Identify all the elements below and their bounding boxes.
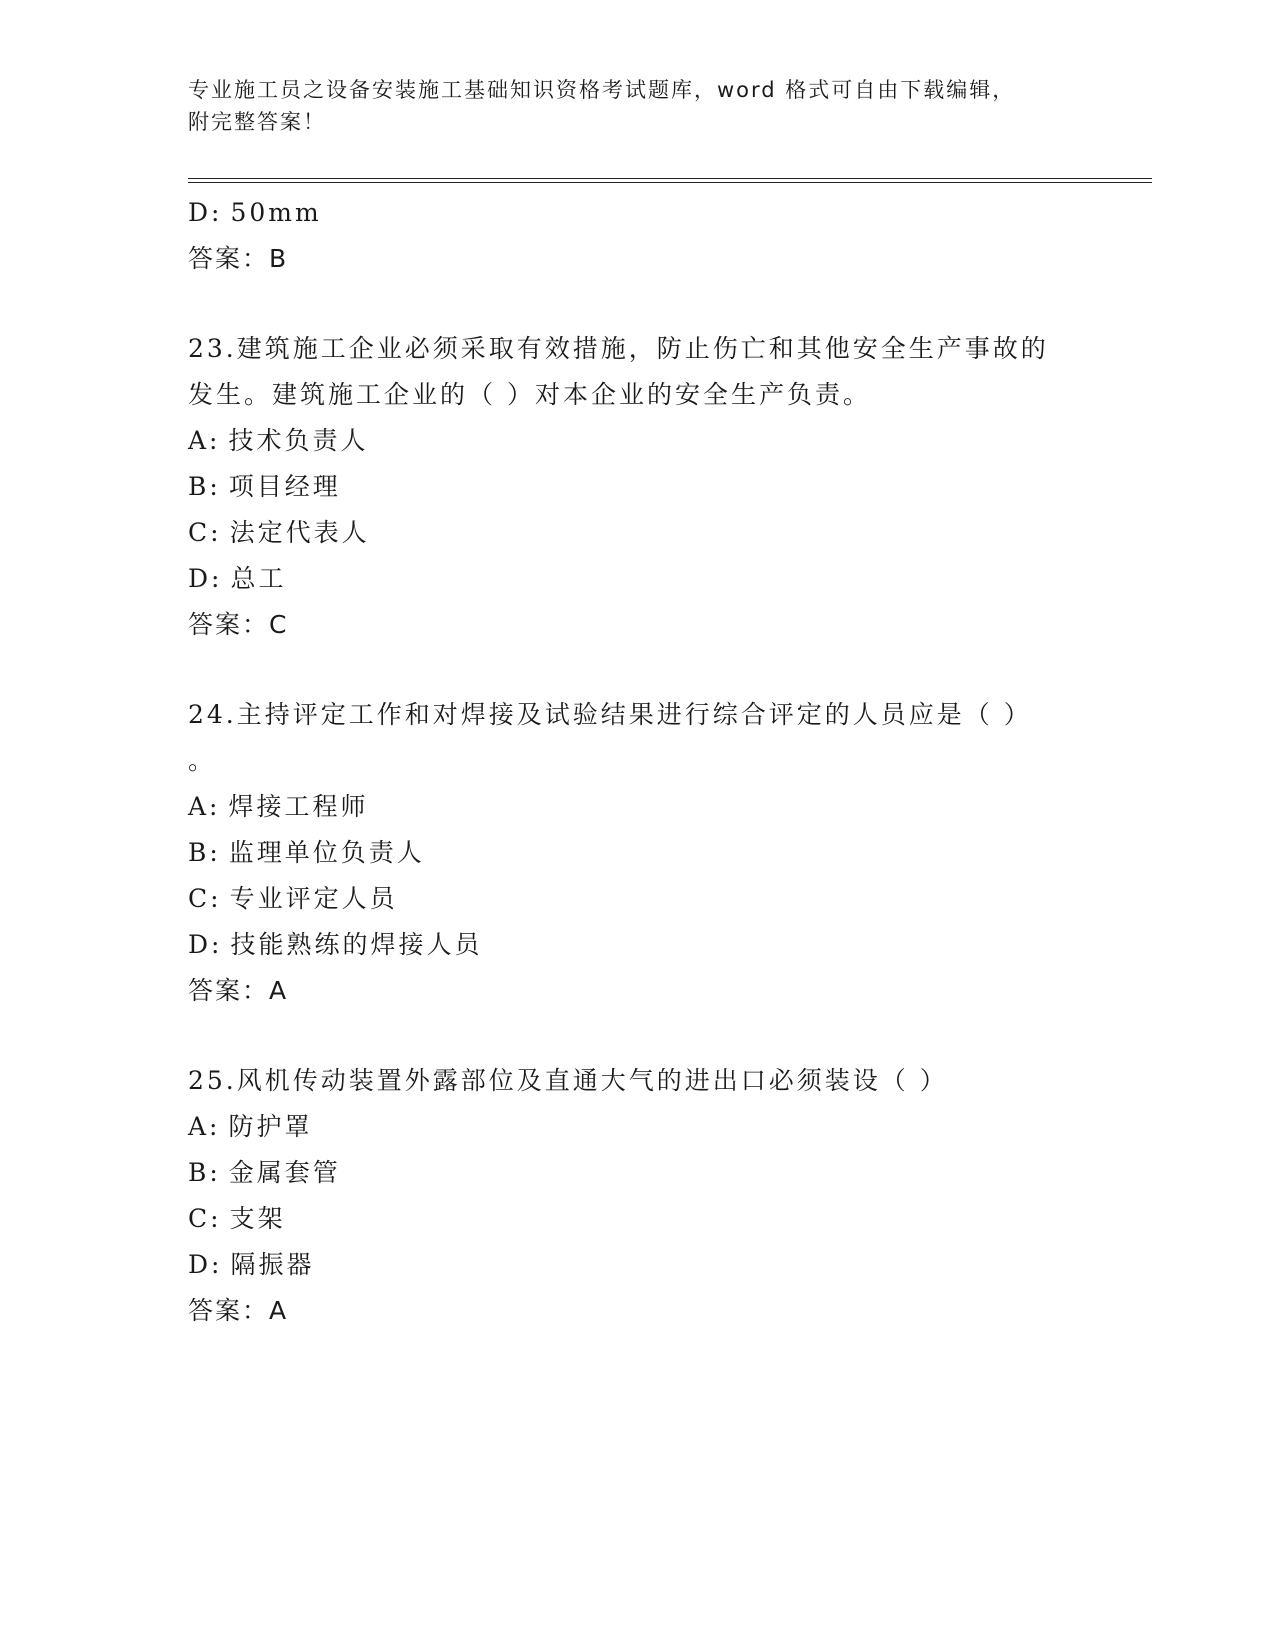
spacer (188, 648, 1088, 692)
option-text: 支架 (229, 1204, 286, 1233)
question-stem-continued: 。 (188, 746, 217, 775)
option-text: 总工 (230, 564, 287, 593)
spacer (188, 282, 1088, 326)
question-stem: 25.风机传动装置外露部位及直通大气的进出口必须装设（ ） (188, 1066, 948, 1095)
option-b (188, 830, 1088, 876)
header-divider-top (188, 178, 1152, 179)
option-text: 隔振器 (230, 1250, 315, 1279)
answer-line: 答案：A (188, 1296, 289, 1325)
option-text: 监理单位负责人 (228, 838, 425, 867)
option-label: A: (188, 792, 221, 821)
option-text: 金属套管 (228, 1158, 341, 1187)
option-c (188, 876, 1088, 922)
page-header (188, 74, 1068, 138)
option-label: A: (188, 426, 221, 455)
option-d (188, 190, 1088, 236)
question-stem: 24.主持评定工作和对焊接及试验结果进行综合评定的人员应是（ ） (188, 700, 1032, 729)
option-a (188, 1104, 1088, 1150)
question-25 (188, 1058, 1088, 1334)
option-label: C: (188, 884, 222, 913)
option-text: 法定代表人 (229, 518, 370, 547)
option-label: C: (188, 1204, 222, 1233)
option-label: B: (188, 838, 221, 867)
option-label: A: (188, 1112, 221, 1141)
option-label: C: (188, 518, 222, 547)
option-b (188, 1150, 1088, 1196)
option-label: B: (188, 472, 221, 501)
option-c (188, 1196, 1088, 1242)
option-text: 项目经理 (228, 472, 341, 501)
option-label: D: (188, 930, 223, 959)
option-d (188, 922, 1088, 968)
option-text: 技能熟练的焊接人员 (230, 930, 483, 959)
option-a (188, 418, 1088, 464)
question-stem-continued: 发生。建筑施工企业的（ ）对本企业的安全生产负责。 (188, 380, 871, 409)
option-text: 50mm (230, 198, 322, 227)
question-content (188, 190, 1088, 1334)
answer-line: 答案：B (188, 244, 289, 273)
header-title-line-1: 专业施工员之设备安装施工基础知识资格考试题库，word 格式可自由下载编辑， (188, 78, 1016, 102)
option-label: D: (188, 1250, 223, 1279)
option-a (188, 784, 1088, 830)
question-stem: 23.建筑施工企业必须采取有效措施，防止伤亡和其他安全生产事故的 (188, 334, 1049, 363)
option-text: 专业评定人员 (229, 884, 398, 913)
question-24 (188, 692, 1088, 1014)
option-c (188, 510, 1088, 556)
option-b (188, 464, 1088, 510)
answer-line: 答案：A (188, 976, 289, 1005)
option-label: D: (188, 198, 223, 227)
option-label: B: (188, 1158, 221, 1187)
option-text: 技术负责人 (228, 426, 369, 455)
option-text: 焊接工程师 (228, 792, 369, 821)
spacer (188, 1014, 1088, 1058)
header-divider-bottom (188, 182, 1152, 183)
option-d (188, 556, 1088, 602)
option-d (188, 1242, 1088, 1288)
answer-line: 答案：C (188, 610, 289, 639)
option-label: D: (188, 564, 223, 593)
option-text: 防护罩 (228, 1112, 313, 1141)
question-23 (188, 326, 1088, 648)
header-title-line-2: 附完整答案！ (188, 110, 326, 134)
